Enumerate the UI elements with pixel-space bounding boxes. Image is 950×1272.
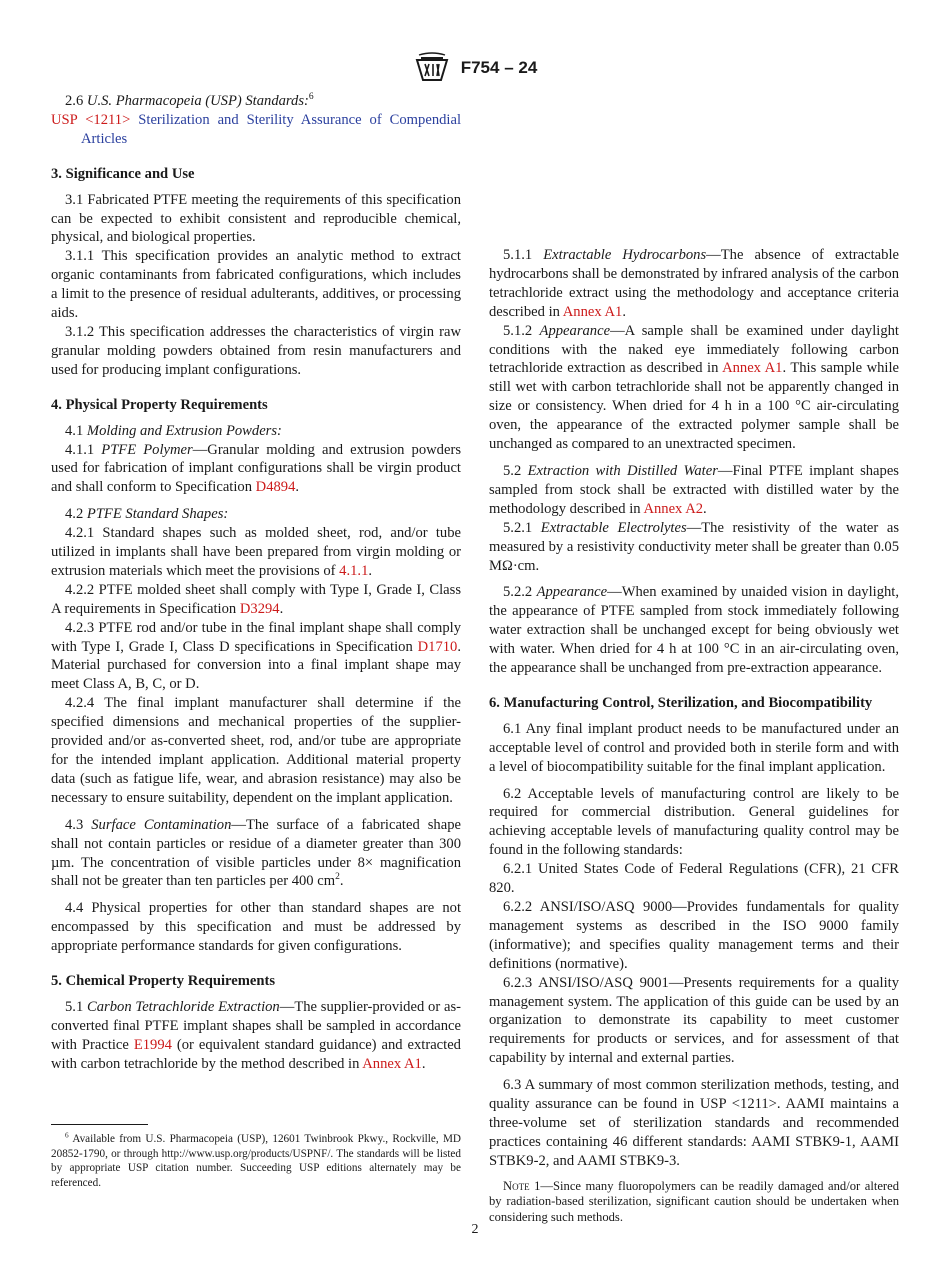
para-6-3: 6.3 A summary of most common sterilization methods, testing, and quality assurance can be found in USP <1211>. AAMI maintains a three-volume set of sterilization standards and recommended practices containing 46 different standards: AAMI STBK9-1, AAMI STBK9-2, and AAMI STBK9-3. [489, 1077, 899, 1169]
para-6-2-2: 6.2.2 ANSI/ISO/ASQ 9000—Provides fundamentals for quality management systems as described in the ISO 9000 family (informative); and specifies quality management terms and their definitions (normative). [489, 899, 899, 972]
right-column [489, 246, 899, 1225]
heading-section-5: 5. Chemical Property Requirements [51, 973, 276, 990]
astm-logo-icon [413, 52, 451, 84]
para-4-3: 4.3 Surface Contamination—The surface of a fabricated shape shall not contain particles or residue of a diameter greater than 300 µm. The concentration of visible particles under 8× magnification shall not be greater than ten particles per 400 $cm^2$. [51, 816, 461, 890]
heading-section-4: 4. Physical Property Requirements [51, 396, 268, 413]
para-4-2-3: 4.2.3 PTFE rod and/or tube in the final implant shape shall comply with Type I, Grade I, Class D specifications in Specification D1710. Material purchased for conversion into a final implant shape may meet Class A, B, C, or D. [51, 619, 461, 693]
para-6-2-3: 6.2.3 ANSI/ISO/ASQ 9001—Presents requirements for a quality management system. The application of this guide can be used by an organization to demonstrate its capability to meet customer requirements for products or services, and for assessment of that capability by internal and external parties. [489, 974, 899, 1067]
para-5-1-2: 5.1.2 Appearance—A sample shall be examined under daylight conditions with the naked eye immediately following carbon tetrachloride extraction as described in Annex A1. This sample while still wet with carbon tetrachloride shall not be apparently changed in size or consistency. When dried for 4 h in a 100 °C air-circulating oven, the appearance of the extracted polymer sample shall be unchanged as compared to an unextracted specimen. [489, 322, 899, 453]
link-d4894[interactable]: D4894 [255, 479, 296, 496]
document-designation: F754 – 24 [460, 58, 538, 77]
para-6-2-1: 6.2.1 United States Code of Federal Regulations (CFR), 21 CFR 820. [489, 861, 899, 897]
section-2-6: 2.6 U.S. Pharmacopeia (USP) Standards:$^6$ [65, 92, 314, 109]
para-5-1-1: 5.1.1 Extractable Hydrocarbons—The absence of extractable hydrocarbons shall be demonstrated by infrared analysis of the carbon tetrachloride extract using the methodology and acceptance criteria described in Annex A1. [489, 247, 899, 320]
link-annex-a1[interactable]: Annex A1 [562, 303, 623, 320]
heading-section-3: 3. Significance and Use [51, 165, 195, 182]
para-3-1-2: 3.1.2 This specification addresses the characteristics of virgin raw granular molding powders obtained from resin manufacturers and used for producing implant configurations. [51, 323, 461, 378]
para-3-1-1: 3.1.1 This specification provides an analytic method to extract organic contaminants from fabricated configurations, which includes a limit to the presence of residual adulterants, additives, or processing aids. [51, 248, 461, 322]
para-6-1: 6.1 Any final implant product needs to be manufactured under an acceptable level of control and provided both in sterile form and with a level of biocompatibility suitable for the final implant application. [489, 720, 899, 775]
link-annex-a1[interactable]: Annex A1 [722, 360, 783, 377]
link-d1710[interactable]: D1710 [417, 638, 458, 655]
link-e1994[interactable]: E1994 [133, 1036, 172, 1053]
para-4-2-2: 4.2.2 PTFE molded sheet shall comply with Type I, Grade I, Class A requirements in Specification D3294. [51, 581, 461, 617]
usp-1211-reference[interactable]: USP <1211> Sterilization and Sterility Assurance of Compendial Articles [51, 111, 461, 147]
right-column-top [489, 92, 899, 111]
para-5-2-2: 5.2.2 Appearance—When examined by unaided vision in daylight, the appearance of PTFE sampled from stock immediately following water extraction shall be unchanged except for being obviously wet with water. When dried for 4 h at 100 °C in an air-circulating oven, the appearance shall be unchanged from pre-extraction appearance. [489, 584, 899, 677]
para-4-1: 4.1 Molding and Extrusion Powders: [65, 422, 282, 439]
para-6-2: 6.2 Acceptable levels of manufacturing control are likely to be required for commercial distribution. General guidelines for achieving acceptable levels of manufacturing quality control may be found in the following standards: [489, 785, 899, 859]
para-4-4: 4.4 Physical properties for other than standard shapes are not encompassed by this specification and must be addressed by appropriate performance standards for given configurations. [51, 900, 461, 955]
para-3-1: 3.1 Fabricated PTFE meeting the requirements of this specification can be expected to exhibit consistent and reproducible chemical, physical, and biological properties. [51, 191, 461, 246]
link-d3294[interactable]: D3294 [239, 600, 280, 617]
link-annex-a1[interactable]: Annex A1 [362, 1055, 422, 1072]
para-4-1-1: 4.1.1 PTFE Polymer—Granular molding and extrusion powders used for fabrication of implant configurations shall be virgin product and shall conform to Specification D4894. [51, 441, 461, 496]
para-4-2-4: 4.2.4 The final implant manufacturer shall determine if the specified dimensions and mechanical properties of the supplier-provided and/or as-converted sheet, rod, and/or tube are appropriate for the intended implant application. Additional material property data (such as fatigue life, wear, and abrasion resistance) may also be necessary to ensure suitability, dependent on the implant application. [51, 695, 461, 806]
para-5-2-1: 5.2.1 Extractable Electrolytes—The resistivity of the water as measured by a resistivity conductivity meter shall be greater than 0.05 MΩ·cm. [489, 519, 900, 574]
heading-section-6: 6. Manufacturing Control, Sterilization, and Biocompatibility [489, 694, 873, 711]
left-column [51, 92, 461, 1074]
link-4-1-1[interactable]: 4.1.1 [339, 562, 369, 579]
para-5-1-start: 5.1 Carbon Tetrachloride Extraction—The supplier-provided or as-converted final PTFE implant shapes shall be sampled in accordance with Practice E1994 (or equivalent standard guidance) and extracted with carbon tetrachloride by the method described in Annex A1. [51, 998, 461, 1072]
note-1: Note 1—Since many fluoropolymers can be readily damaged and/or altered by radiation-based sterilization, significant caution should be undertaken when considering such methods. [489, 1178, 899, 1224]
footnote-6: $^6$ Available from U.S. Pharmacopeia (USP), 12601 Twinbrook Pkwy., Rockville, MD 20852-1790, or through http://www.usp.org/products/USPNF/. The standards will be listed by appropriate USP citation number. Succeeding USP editions alternately may be referenced. [51, 1131, 461, 1189]
para-4-2: 4.2 PTFE Standard Shapes: [65, 506, 229, 523]
page-header [0, 52, 950, 84]
para-5-2: 5.2 Extraction with Distilled Water—Final PTFE implant shapes sampled from stock shall be extracted with distilled water by the methodology described in Annex A2. [489, 462, 899, 517]
page-number: 2 [471, 1222, 479, 1237]
footnote-divider [51, 1124, 148, 1125]
para-4-2-1: 4.2.1 Standard shapes such as molded sheet, rod, and/or tube utilized in implants shall have been prepared from virgin molding or extrusion materials which meet the provisions of 4.1.1. [51, 525, 461, 579]
para-5-1-continued [489, 92, 899, 111]
link-annex-a2[interactable]: Annex A2 [643, 500, 704, 517]
